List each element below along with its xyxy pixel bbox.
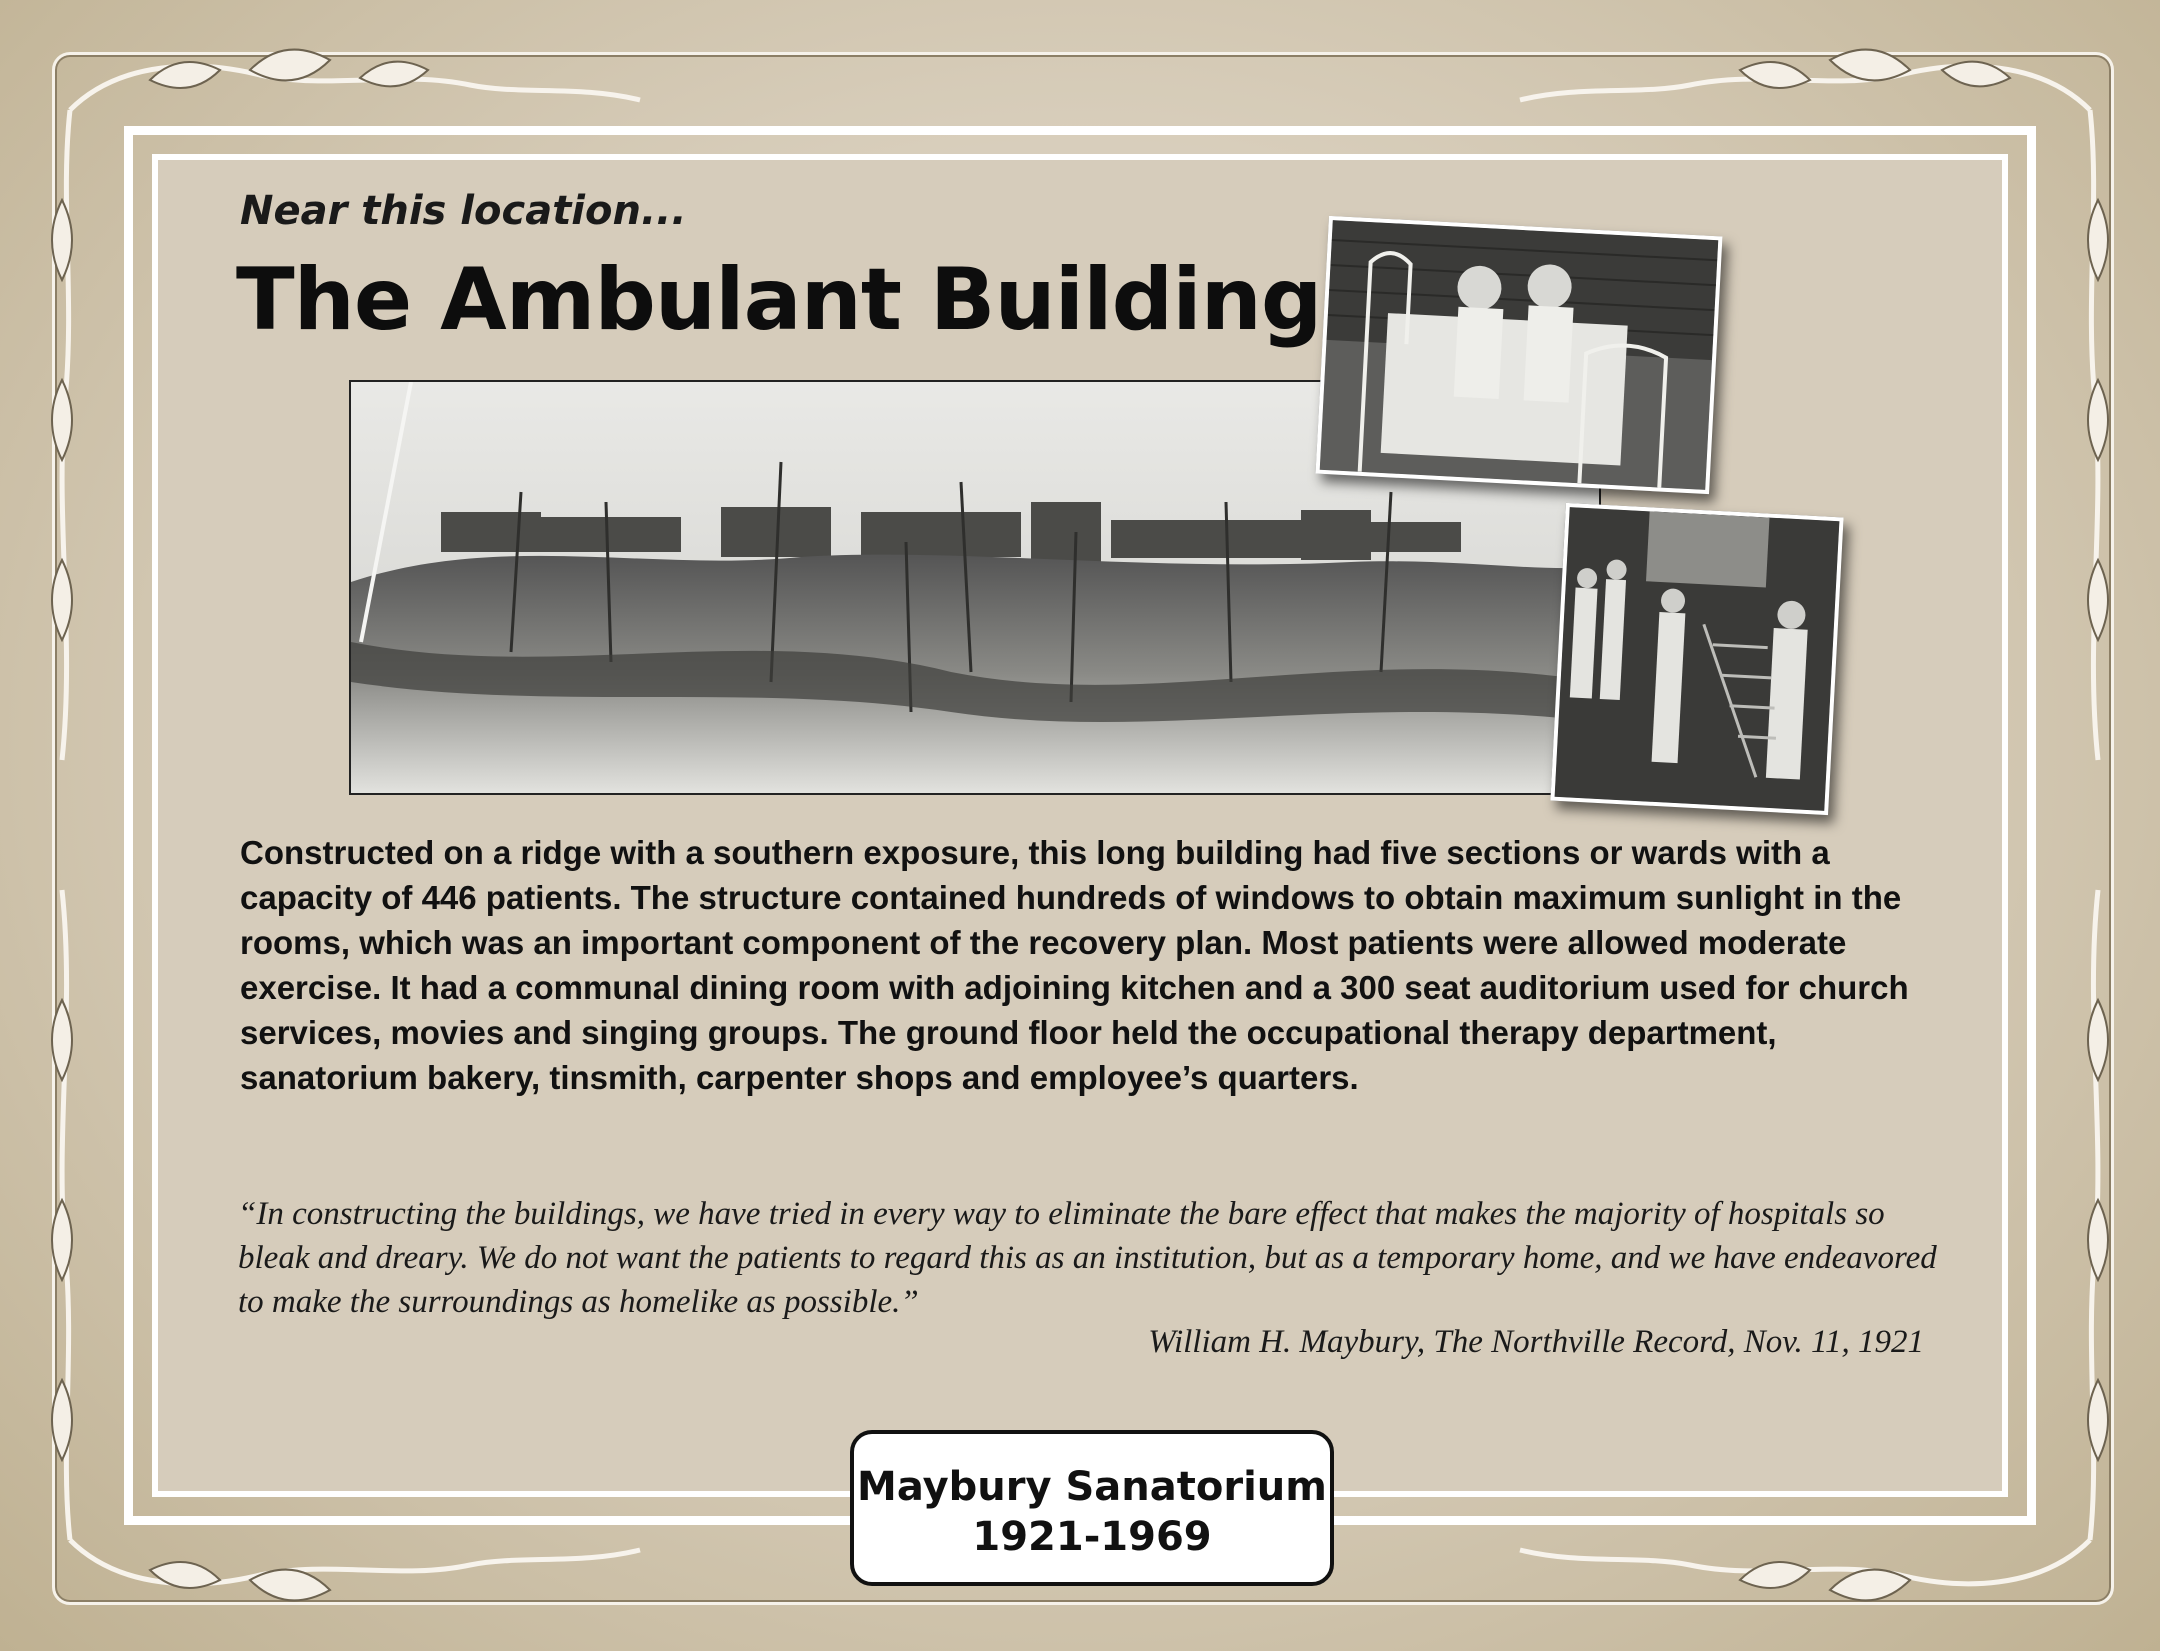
kitchen-photo — [1550, 503, 1843, 815]
name-plate-title: Maybury Sanatorium — [857, 1464, 1327, 1510]
nurses-image — [1320, 220, 1719, 490]
nurses-photo — [1316, 216, 1723, 494]
name-plate-years: 1921-1969 — [972, 1514, 1212, 1560]
quote-attribution: William H. Maybury, The Northville Record, Nov. 11, 1921 — [1148, 1324, 1924, 1360]
quote-text: “In constructing the buildings, we have tried in every way to eliminate the bare effect that makes the majority of hospitals so bleak and dreary. We do not want the patients to regard this as an institution, but as a temporary home, and we have endeavored to make the surroundings as homelike as possible.” — [238, 1196, 1937, 1320]
kitchen-image — [1555, 507, 1840, 811]
body-paragraph: Constructed on a ridge with a southern exposure, this long building had five sections or wards with a capacity of 446 patients. The structure contained hundreds of windows to obtain maximum sunlight in the rooms, which was an important component of the recovery plan. Most patients were allowed moderate exercise. It had a communal dining room with adjoining kitchen and a 300 seat auditorium used for church services, movies and singing groups. The ground floor held the occupational therapy department, sanatorium bakery, tinsmith, carpenter shops and employee’s quarters. — [240, 834, 1909, 1096]
name-plate — [850, 1430, 1334, 1586]
intro-text: Near this location... — [240, 188, 687, 234]
page-title: The Ambulant Building — [236, 250, 1322, 350]
